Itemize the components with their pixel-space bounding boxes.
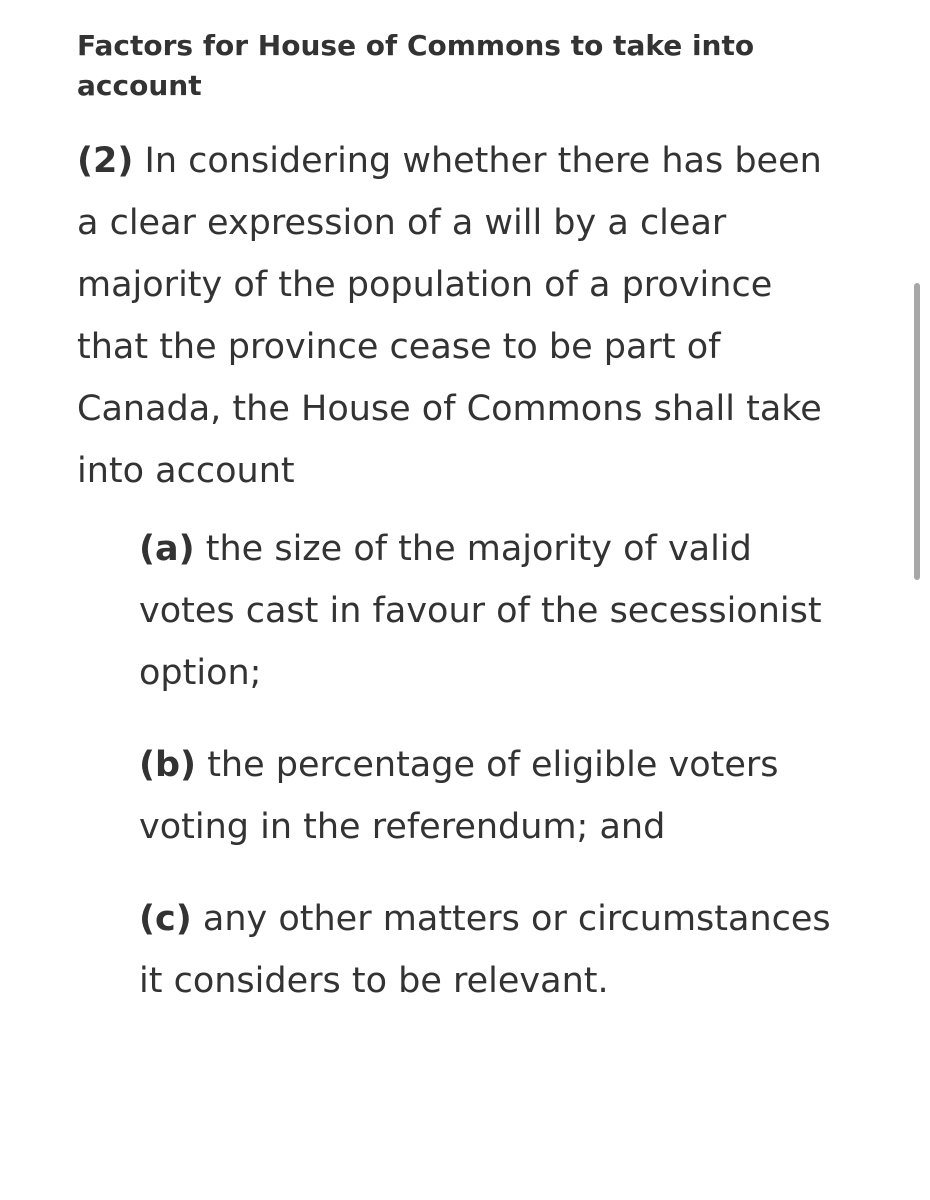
item-letter: (b) <box>139 745 197 785</box>
paragraph-2 <box>77 130 837 502</box>
item-list <box>77 518 837 1012</box>
section-heading: Factors for House of Commons to take into account <box>77 29 755 102</box>
paragraph-text: In considering whether there has been a clear expression of a will by a clear majority of the population of a province that the province cease to be part of Canada, the House of Commons shall take into account <box>77 141 822 491</box>
list-item-a <box>139 518 837 704</box>
paragraph-number: (2) <box>77 141 134 181</box>
document-page <box>77 26 837 1042</box>
item-letter: (c) <box>139 899 192 939</box>
scrollbar-thumb[interactable] <box>914 283 920 580</box>
item-text: any other matters or circumstances it considers to be relevant. <box>139 899 831 1001</box>
item-letter: (a) <box>139 529 195 569</box>
list-item-b <box>139 734 837 858</box>
item-text: the percentage of eligible voters voting in the referendum; and <box>139 745 779 847</box>
item-text: the size of the majority of valid votes cast in favour of the secessionist option; <box>139 529 822 693</box>
list-item-c <box>139 888 837 1012</box>
